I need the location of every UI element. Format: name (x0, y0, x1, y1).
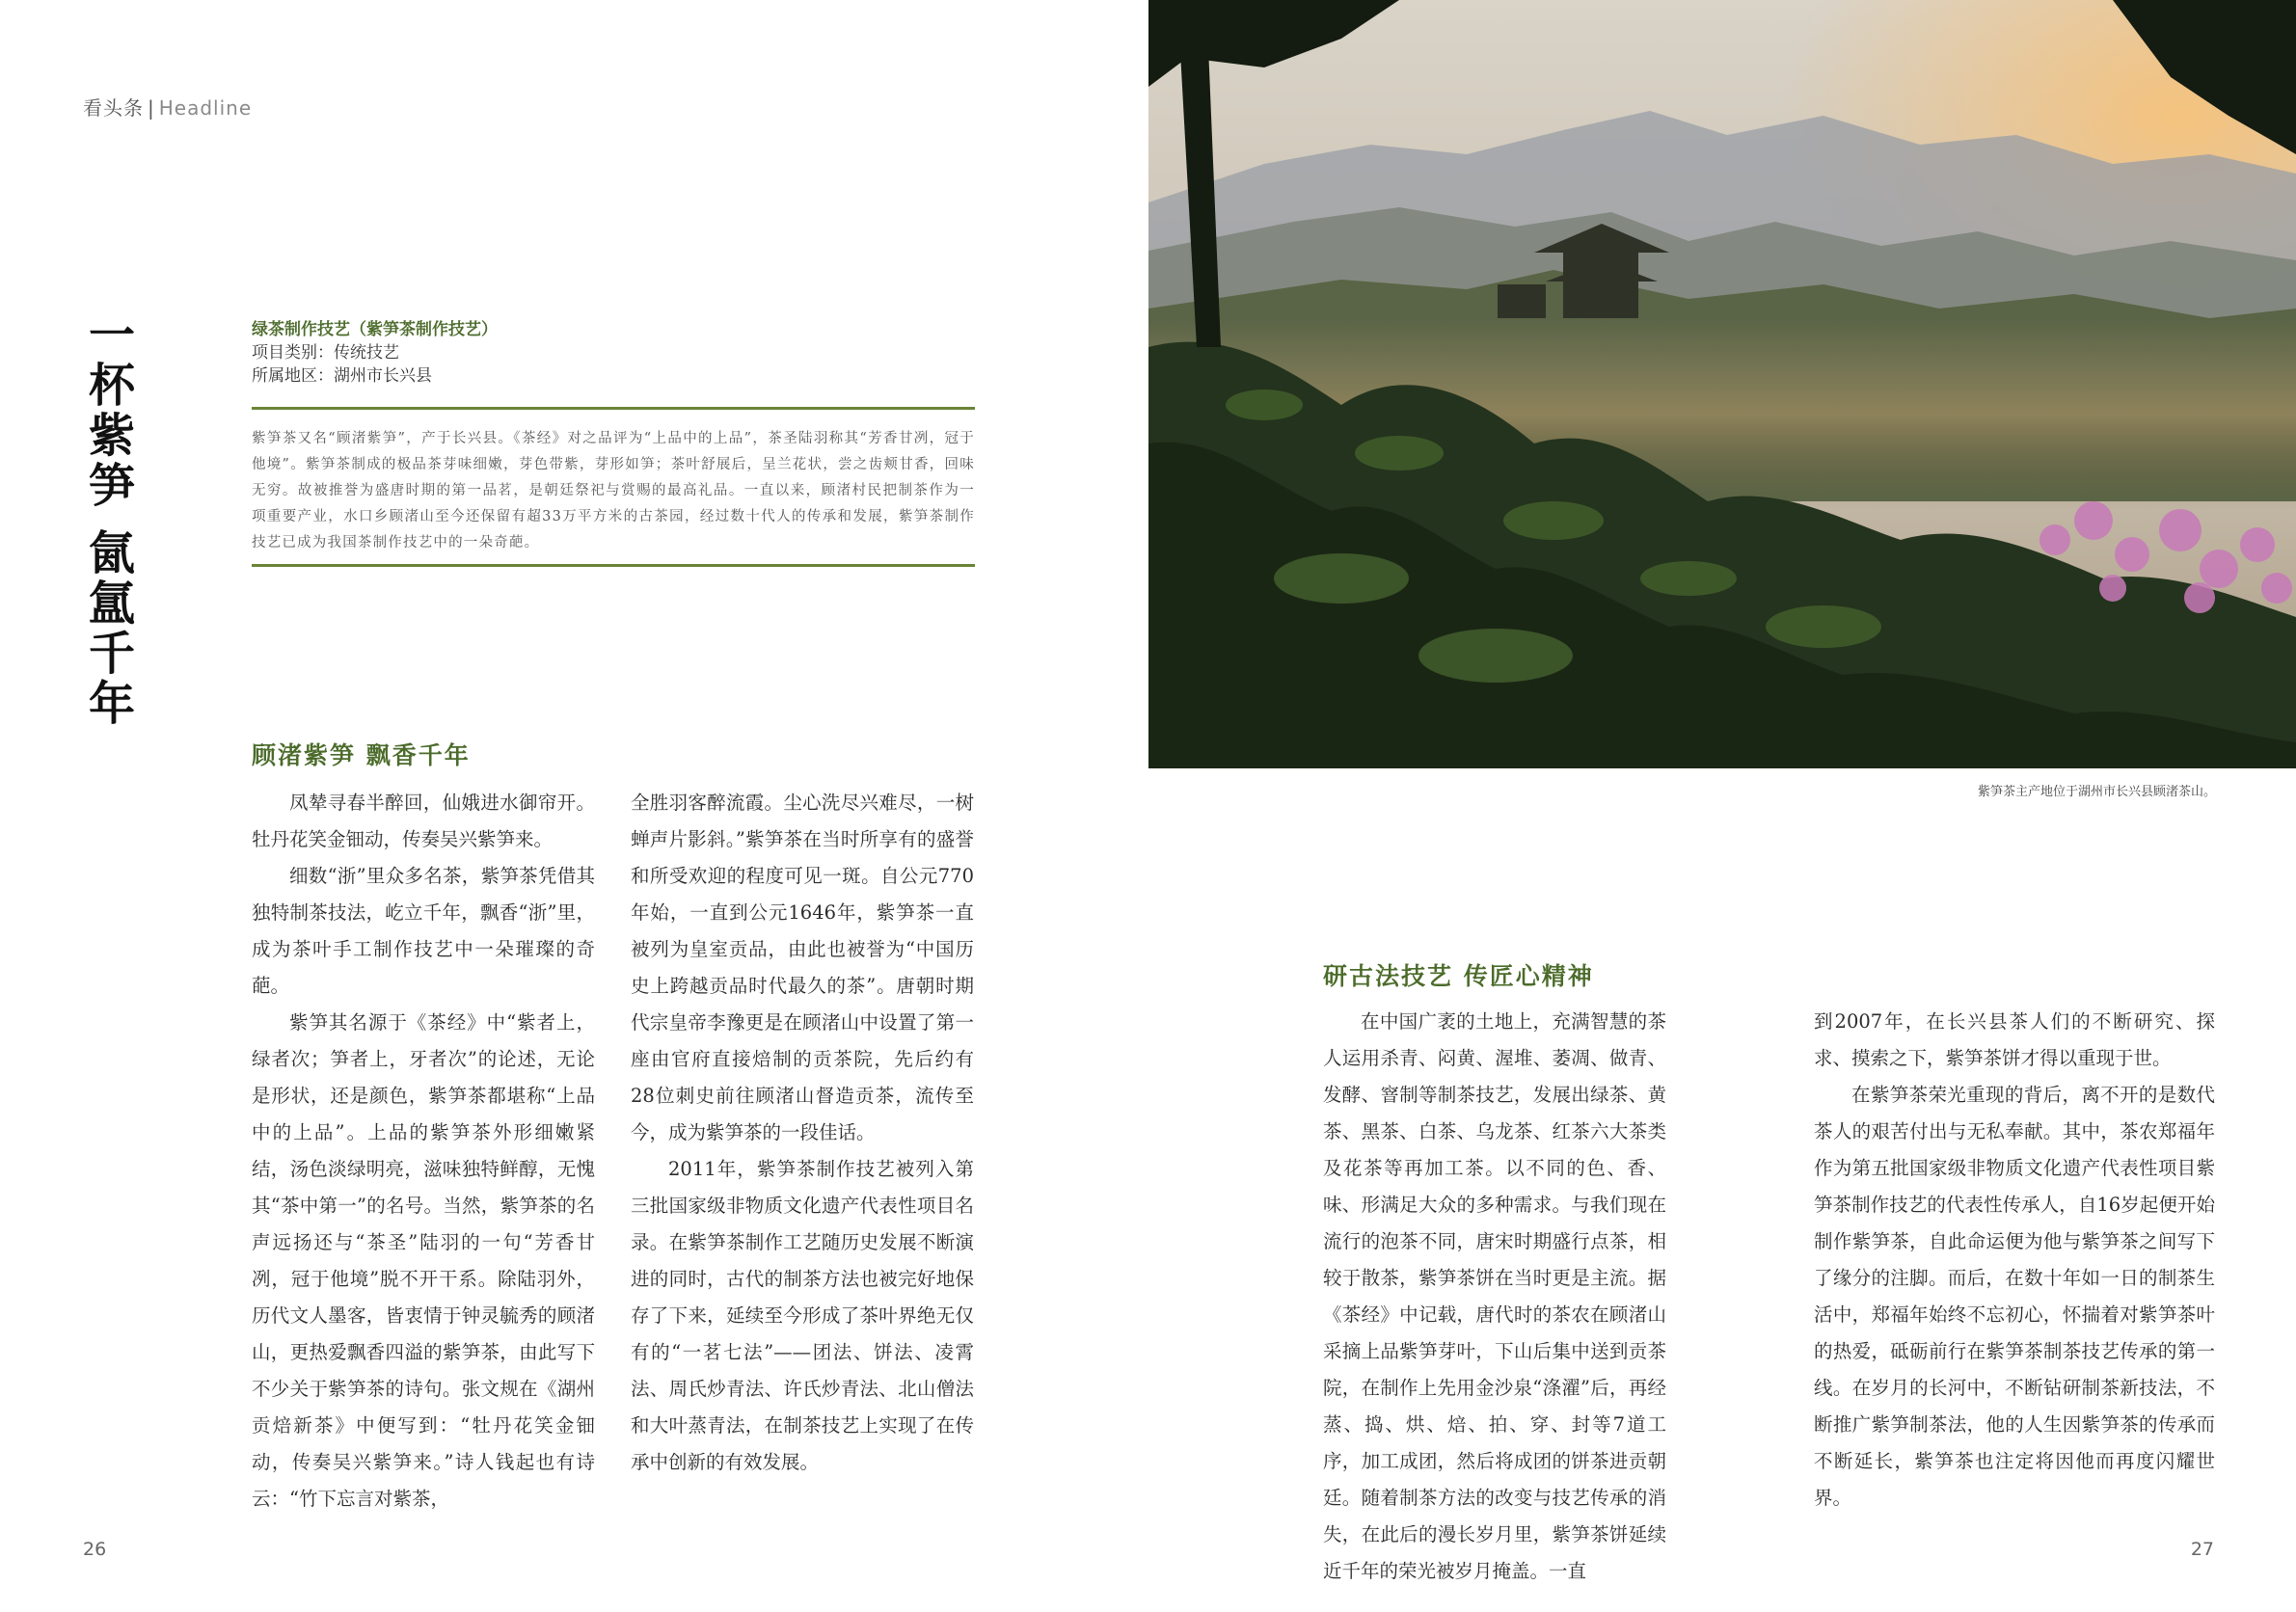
page-number-right: 27 (2190, 1539, 2214, 1560)
section2-column-2 (1814, 1004, 2215, 1517)
section2-column-1 (1323, 1004, 1666, 1590)
paragraph: 细数“浙”里众多名茶，紫笋茶凭借其独特制茶技法，屹立千年，飘香“浙”里，成为茶叶手工制作技艺中一朵璀璨的奇葩。 (252, 865, 595, 997)
tea-mountain-photo (1148, 0, 2296, 768)
paragraph: 在紫笋茶荣光重现的背后，离不开的是数代茶人的艰苦付出与无私奉献。其中，茶农郑福年作为第五批国家级非物质文化遗产代表性项目紫笋茶制作技艺的代表性传承人，自16岁起便开始制作紫笋茶，自此命运便为他与紫笋茶之间写下了缘分的注脚。而后，在数十年如一日的制茶生活中，郑福年始终不忘初心，怀揣着对紫笋茶叶的热爱，砥砺前行在紫笋茶制茶技艺传承的第一线。在岁月的长河中，不断钻研制茶新技法，不断推广紫笋制茶法，他的人生因紫笋茶的传承而不断延长，紫笋茶也注定将因他而再度闪耀世界。 (1814, 1084, 2215, 1509)
header-en: Headline (158, 96, 253, 120)
section2-title: 研古法技艺 传匠心精神 (1323, 962, 1594, 990)
page-number-left: 26 (83, 1539, 107, 1560)
paragraph: 凤辇寻春半醉回，仙娥进水御帘开。牡丹花笑金钿动，传奏吴兴紫笋来。 (252, 792, 595, 850)
section1-column-1 (252, 785, 595, 1518)
paragraph: 在中国广袤的土地上，充满智慧的茶人运用杀青、闷黄、渥堆、萎凋、做青、发酵、窨制等制茶技艺，发展出绿茶、黄茶、黑茶、白茶、乌龙茶、红茶六大茶类及花茶等再加工茶。以不同的色、香、味、形满足大众的多种需求。与我们现在流行的泡茶不同，唐宋时期盛行点茶，相较于散茶，紫笋茶饼在当时更是主流。据《茶经》中记载，唐代时的茶农在顾渚山采摘上品紫笋芽叶，下山后集中送到贡茶院，在制作上先用金沙泉“涤濯”后，再经蒸、捣、烘、焙、拍、穿、封等7道工序，加工成团，然后将成团的饼茶进贡朝廷。随着制茶方法的改变与技艺传承的消失，在此后的漫长岁月里，紫笋茶饼延续近千年的荣光被岁月掩盖。一直 (1323, 1010, 1666, 1582)
landscape-illustration (1148, 0, 2296, 768)
title-char: 千 (88, 627, 135, 681)
heritage-info-box (252, 318, 975, 388)
photo-caption: 紫笋茶主产地位于湖州市长兴县顾渚茶山。 (1977, 785, 2216, 799)
divider-top (252, 407, 975, 410)
title-char: 年 (88, 677, 135, 731)
project-category: 项目类别：传统技艺 (252, 343, 399, 363)
title-char: 氤 (88, 526, 135, 580)
header-cn: 看头条 (83, 96, 144, 120)
project-region: 所属地区：湖州市长兴县 (252, 366, 432, 386)
title-char: 氲 (88, 577, 135, 631)
project-name: 绿茶制作技艺（紫笋茶制作技艺） (252, 320, 498, 339)
paragraph: 紫笋其名源于《茶经》中“紫者上，绿者次；笋者上，牙者次”的论述，无论是形状，还是颜色，紫笋茶都堪称“上品中的上品”。上品的紫笋茶外形细嫩紧结，汤色淡绿明亮，滋味独特鲜醇，无愧其“茶中第一”的名号。当然，紫笋茶的名声远扬还与“茶圣”陆羽的一句“芳香甘冽，冠于他境”脱不开干系。除陆羽外，历代文人墨客，皆衷情于钟灵毓秀的顾渚山，更热爱飘香四溢的紫笋茶，由此写下不少关于紫笋茶的诗句。张文规在《湖州贡焙新茶》中便写到：“牡丹花笑金钿动，传奏吴兴紫笋来。”诗人钱起也有诗云：“竹下忘言对紫茶， (252, 1011, 595, 1510)
section1-title: 顾渚紫笋 飘香千年 (252, 741, 471, 769)
header-separator: | (148, 96, 155, 120)
section1-column-2 (631, 785, 974, 1481)
divider-bottom (252, 564, 975, 567)
title-char: 一 (88, 309, 135, 363)
title-char: 杯 (88, 359, 135, 413)
title-char: 笋 (88, 459, 135, 513)
section-header (83, 93, 252, 121)
intro-paragraph: 紫笋茶又名“顾渚紫笋”，产于长兴县。《茶经》对之品评为“上品中的上品”，茶圣陆羽称其“芳香甘冽，冠于他境”。紫笋茶制成的极品茶芽味细嫩，芽色带紫，芽形如笋；茶叶舒展后，呈兰花状，尝之齿颊甘香，回味无穷。故被推誉为盛唐时期的第一品茗，是朝廷祭祀与赏赐的最高礼品。一直以来，顾渚村民把制茶作为一项重要产业，水口乡顾渚山至今还保留有超33万平方米的古茶园，经过数十代人的传承和发展，紫笋茶制作技艺已成为我国茶制作技艺中的一朵奇葩。 (252, 431, 975, 551)
title-char: 紫 (88, 409, 135, 463)
article-title (73, 310, 150, 729)
paragraph: 到2007年，在长兴县茶人们的不断研究、探求、摸索之下，紫笋茶饼才得以重现于世。 (1814, 1010, 2215, 1069)
paragraph: 2011年，紫笋茶制作技艺被列入第三批国家级非物质文化遗产代表性项目名录。在紫笋茶制作工艺随历史发展不断演进的同时，古代的制茶方法也被完好地保存了下来，延续至今形成了茶叶界绝无仅有的“一茗七法”——团法、饼法、凌霄法、周氏炒青法、许氏炒青法、北山僧法和大叶蒸青法，在制茶技艺上实现了在传承中创新的有效发展。 (631, 1158, 974, 1473)
paragraph: 全胜羽客醉流霞。尘心洗尽兴难尽，一树蝉声片影斜。”紫笋茶在当时所享有的盛誉和所受欢迎的程度可见一斑。自公元770年始，一直到公元1646年，紫笋茶一直被列为皇室贡品，由此也被誉为“中国历史上跨越贡品时代最久的茶”。唐朝时期代宗皇帝李豫更是在顾渚山中设置了第一座由官府直接焙制的贡茶院，先后约有28位刺史前往顾渚山督造贡茶，流传至今，成为紫笋茶的一段佳话。 (631, 792, 974, 1143)
